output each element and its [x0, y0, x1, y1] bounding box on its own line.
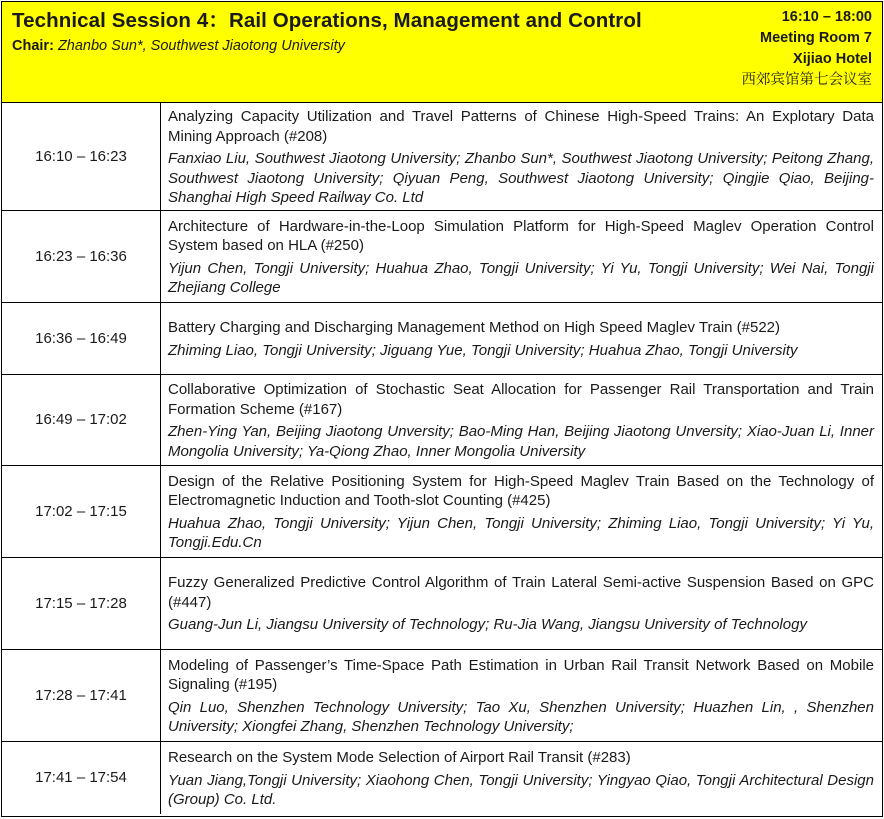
- chair-label: Chair:: [12, 38, 54, 54]
- table-row: [2, 557, 882, 649]
- paper-cell: [161, 374, 883, 465]
- chair-name: Zhanbo Sun*, Southwest Jiaotong University: [57, 38, 345, 54]
- paper-authors: Fanxiao Liu, Southwest Jiaotong University; Zhanbo Sun*, Southwest Jiaotong University; Peitong Zhang, Southwest Jiaotong University; Qiyuan Peng, Southwest Jiaotong University; Qingjie Qiao, Beijing-Shanghai High Speed Railway Co. Ltd: [168, 150, 874, 206]
- paper-authors: Guang-Jun Li, Jiangsu University of Technology; Ru-Jia Wang, Jiangsu University of Technology: [168, 616, 807, 634]
- papers-table: [2, 103, 882, 814]
- paper-time: 17:28 – 17:41: [2, 649, 161, 741]
- session-room: Meeting Room 7: [760, 30, 872, 46]
- paper-cell: [161, 649, 883, 741]
- session-chair: [12, 38, 652, 54]
- paper-cell: [161, 302, 883, 374]
- paper-title: Modeling of Passenger’s Time-Space Path Estimation in Urban Rail Transit Network Based on Mobile Signaling (#195): [168, 656, 874, 693]
- session-title: Technical Session 4：Rail Operations, Management and Control: [12, 9, 642, 32]
- paper-time: 16:36 – 16:49: [2, 302, 161, 374]
- table-row: [2, 103, 882, 210]
- paper-cell: [161, 103, 883, 210]
- paper-time: 16:10 – 16:23: [2, 103, 161, 210]
- paper-time: 16:49 – 17:02: [2, 374, 161, 465]
- paper-title: Design of the Relative Positioning System for High-Speed Maglev Train Based on the Technology of Electromagnetic Induction and Tooth-slot Counting (#425): [168, 472, 874, 509]
- table-row: [2, 210, 882, 302]
- session-schedule: [1, 1, 883, 817]
- paper-authors: Huahua Zhao, Tongji University; Yijun Chen, Tongji University; Zhiming Liao, Tongji University; Yi Yu, Tongji.Edu.Cn: [168, 514, 874, 551]
- paper-title: Battery Charging and Discharging Management Method on High Speed Maglev Train (#522): [168, 319, 781, 336]
- paper-title: Analyzing Capacity Utilization and Travel Patterns of Chinese High-Speed Trains: An Explotary Data Mining Approach (#208): [168, 108, 874, 145]
- paper-time: 17:15 – 17:28: [2, 557, 161, 649]
- paper-title: Collaborative Optimization of Stochastic Seat Allocation for Passenger Rail Transportation and Train Formation Scheme (#167): [168, 381, 874, 418]
- table-row: [2, 741, 882, 814]
- paper-title: Fuzzy Generalized Predictive Control Algorithm of Train Lateral Semi-active Suspension Based on GPC (#447): [168, 574, 874, 611]
- session-venue-chinese: 西郊宾馆第七会议室: [741, 72, 872, 88]
- paper-time: 17:41 – 17:54: [2, 741, 161, 814]
- paper-cell: [161, 465, 883, 557]
- paper-cell: [161, 210, 883, 302]
- table-row: [2, 374, 882, 465]
- paper-authors: Yijun Chen, Tongji University; Huahua Zhao, Tongji University; Yi Yu, Tongji University; Wei Nai, Tongji Zhejiang College: [168, 259, 874, 296]
- table-row: [2, 649, 882, 741]
- paper-title: Research on the System Mode Selection of Airport Rail Transit (#283): [168, 749, 631, 766]
- paper-authors: Zhiming Liao, Tongji University; Jiguang Yue, Tongji University; Huahua Zhao, Tongji University: [168, 341, 798, 359]
- session-header: [2, 2, 882, 103]
- paper-time: 17:02 – 17:15: [2, 465, 161, 557]
- table-row: [2, 302, 882, 374]
- session-time: 16:10 – 18:00: [781, 9, 872, 25]
- paper-cell: [161, 557, 883, 649]
- paper-authors: Qin Luo, Shenzhen Technology University; Tao Xu, Shenzhen University; Huazhen Lin, , Shenzhen University; Xiongfei Zhang, Shenzhen Technology University;: [168, 698, 874, 735]
- paper-authors: Zhen-Ying Yan, Beijing Jiaotong Unversity; Bao-Ming Han, Beijing Jiaotong Unversity; Xiao-Juan Li, Inner Mongolia University; Ya-Qiong Zhao, Inner Mongolia University: [168, 423, 874, 460]
- session-venue: Xijiao Hotel: [793, 51, 872, 67]
- table-row: [2, 465, 882, 557]
- session-header-left: [12, 8, 652, 102]
- paper-authors: Yuan Jiang,Tongji University; Xiaohong Chen, Tongji University; Yingyao Qiao, Tongji Architectural Design (Group) Co. Ltd.: [168, 771, 874, 808]
- session-header-right: [742, 7, 873, 102]
- paper-cell: [161, 741, 883, 814]
- paper-time: 16:23 – 16:36: [2, 210, 161, 302]
- paper-title: Architecture of Hardware-in-the-Loop Simulation Platform for High-Speed Maglev Operation Control System based on HLA (#250): [168, 217, 874, 254]
